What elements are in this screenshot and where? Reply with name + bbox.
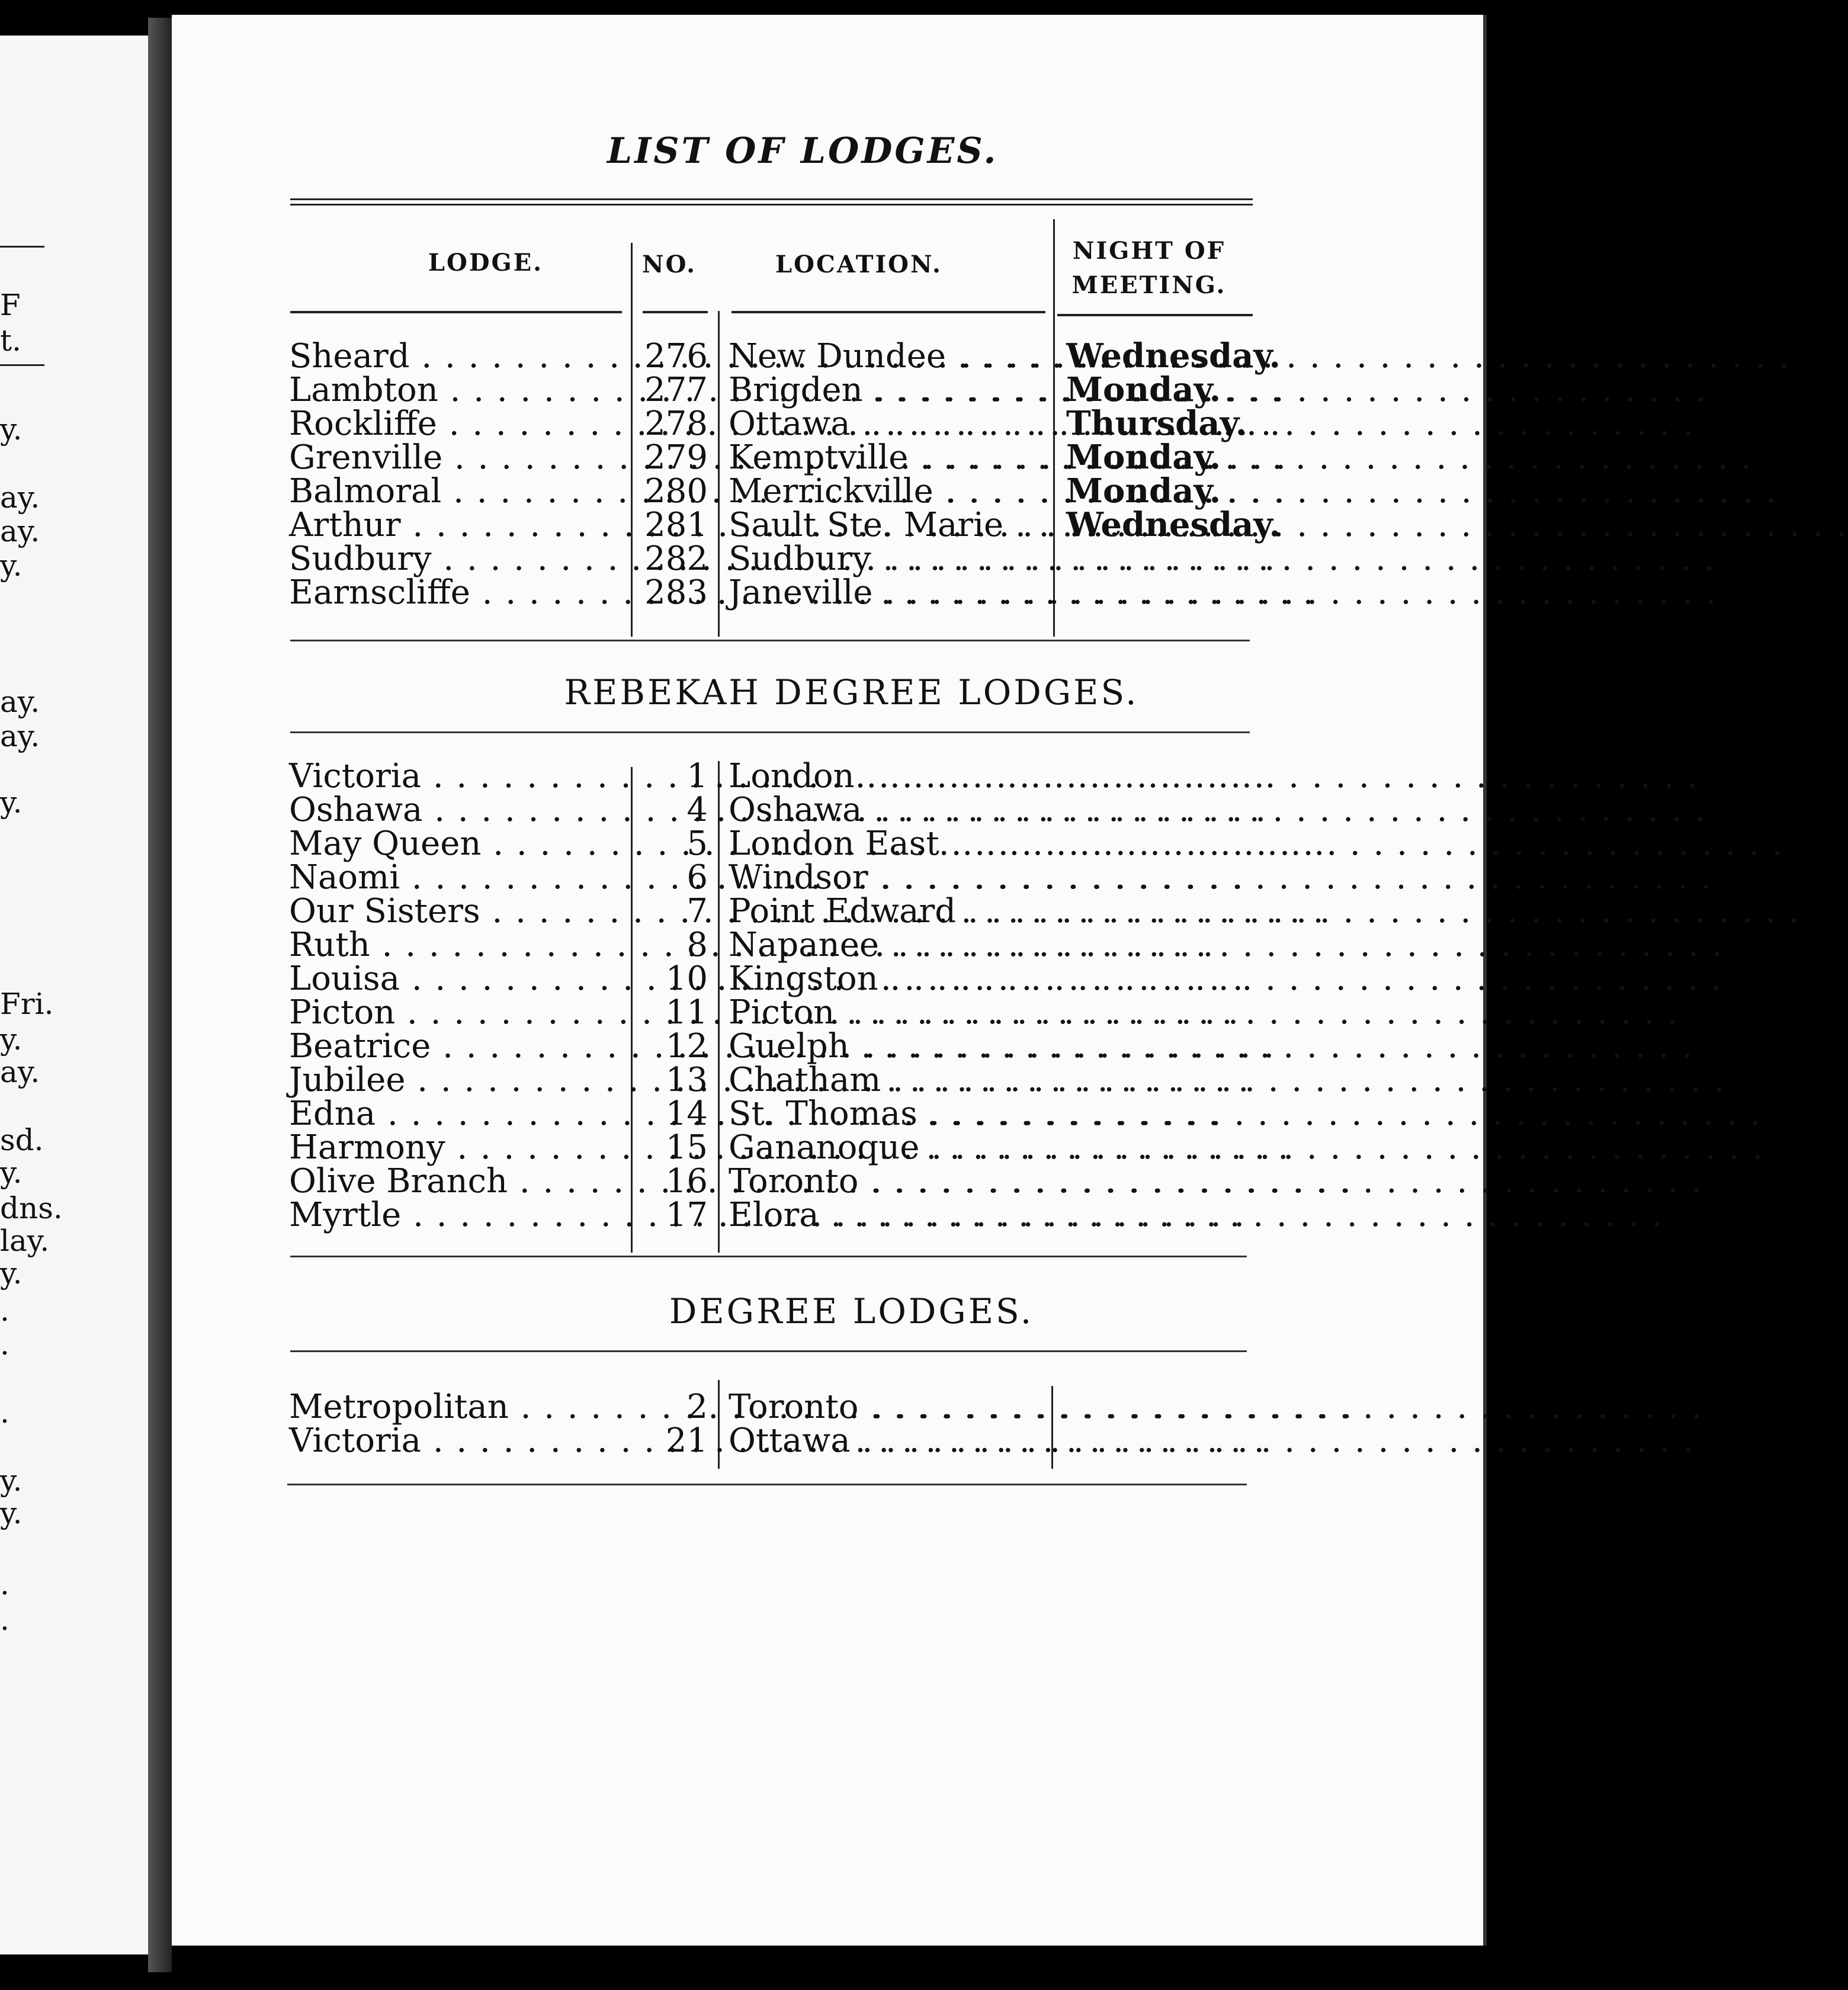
- header-top-rule: [290, 198, 1253, 206]
- facing-page-text: y.: [0, 785, 23, 820]
- lodge-location: Ottawa . . .: [729, 407, 1045, 441]
- facing-page-text: sd.: [0, 1123, 44, 1157]
- table-row: [172, 438, 1487, 477]
- lodge-location: Napanee . . .: [729, 928, 1045, 962]
- table-row: [172, 858, 1487, 897]
- facing-page-text: y.: [0, 1022, 23, 1057]
- facing-page-text: ay.: [0, 719, 40, 753]
- lodge-name: Edna . . .: [289, 1097, 624, 1131]
- lodge-location: New Dundee . . .: [729, 339, 1045, 373]
- section-rule: [290, 1350, 1247, 1352]
- facing-page-text: ay.: [0, 480, 40, 515]
- table-row: [172, 894, 1487, 928]
- table-row: [172, 336, 1487, 375]
- lodge-location: Picton . . .: [729, 996, 1045, 1029]
- table-row: [172, 370, 1487, 409]
- lodge-name: Beatrice . . .: [289, 1029, 624, 1063]
- table-row: [172, 1029, 1487, 1063]
- facing-page-text: y.: [0, 1496, 23, 1530]
- lodge-number: 4: [686, 791, 708, 829]
- lodge-number: 277: [644, 371, 708, 409]
- facing-page-edge: [0, 36, 148, 1954]
- lodge-name: Louisa . . .: [289, 962, 624, 996]
- lodge-location: Chatham . . .: [729, 1063, 1045, 1097]
- lodge-number: 1: [686, 757, 708, 795]
- lodge-location: Point Edward . . .: [729, 894, 1045, 928]
- lodge-number: 21: [665, 1421, 708, 1460]
- lodge-name: Victoria . . .: [289, 759, 624, 793]
- lodge-number: 2: [686, 1388, 708, 1426]
- lodge-location: Merrickville . . .: [729, 474, 1045, 508]
- book-gutter: [148, 18, 172, 1972]
- facing-page-text: Fri.: [0, 987, 54, 1021]
- header-bottom-rule: [1057, 314, 1253, 316]
- lodge-location: Ottawa . . .: [729, 1424, 1045, 1458]
- lodge-number: 276: [644, 337, 708, 375]
- lodge-number: 282: [644, 540, 708, 578]
- lodge-location: Kingston . . .: [729, 962, 1045, 996]
- meeting-night: Monday.: [1066, 370, 1221, 409]
- rebekah-section-title: REBEKAH DEGREE LODGES.: [564, 672, 1139, 712]
- lodge-number: 7: [686, 892, 708, 930]
- facing-page-text: .: [0, 1603, 9, 1637]
- facing-page-rule: [0, 364, 44, 366]
- lodge-name: Oshawa . . .: [289, 793, 624, 827]
- table-row: [172, 542, 1487, 576]
- table-row: [172, 824, 1487, 863]
- lodge-location: Janeville . . .: [729, 576, 1045, 609]
- lodge-number: 12: [665, 1027, 708, 1065]
- facing-page-text: t.: [0, 323, 21, 358]
- facing-page-text: .: [0, 1395, 9, 1430]
- table-row: [172, 404, 1487, 443]
- lodge-name: Naomi . . .: [289, 861, 624, 894]
- lodge-location: St. Thomas . . .: [729, 1097, 1045, 1131]
- facing-page-text: .: [0, 1294, 9, 1328]
- lodge-location: Gananoque . . .: [729, 1131, 1045, 1164]
- lodge-name: Jubilee . . .: [289, 1063, 624, 1097]
- table-row: [172, 1094, 1487, 1133]
- header-location: LOCATION.: [775, 251, 942, 278]
- table-row: [172, 1421, 1487, 1460]
- lodge-name: Myrtle . . .: [289, 1198, 624, 1232]
- lodge-number: 15: [665, 1128, 708, 1167]
- lodge-name: Sheard . . .: [289, 339, 624, 373]
- lodge-name: Harmony . . .: [289, 1131, 624, 1164]
- lodge-number: 10: [665, 959, 708, 998]
- lodge-name: May Queen . . .: [289, 827, 624, 861]
- lodge-location: London . . .: [729, 759, 1045, 793]
- facing-page-text: .: [0, 1327, 9, 1362]
- lodge-number: 16: [665, 1162, 708, 1201]
- lodge-location: Toronto . . .: [729, 1390, 1045, 1424]
- table-row: [172, 1198, 1487, 1232]
- lodge-number: 6: [686, 858, 708, 897]
- table-row: [172, 1063, 1487, 1097]
- facing-page-text: y.: [0, 1156, 23, 1190]
- table-row: [172, 959, 1487, 998]
- lodge-location: Elora . . .: [729, 1198, 1045, 1232]
- lodge-location: Kemptville . . .: [729, 441, 1045, 474]
- header-bottom-rule: [643, 311, 708, 313]
- lodge-location: Sudbury . . .: [729, 542, 1045, 576]
- lodge-number: 278: [644, 405, 708, 443]
- lodge-name: Arthur . . .: [289, 508, 624, 542]
- lodge-name: Rockliffe . . .: [289, 407, 624, 441]
- meeting-night: Thursday.: [1066, 404, 1247, 443]
- section-rule: [290, 640, 1250, 641]
- table-row: [172, 928, 1487, 962]
- header-no: NO.: [642, 251, 697, 278]
- facing-page-text: ay.: [0, 1055, 40, 1089]
- table-row: [172, 573, 1487, 612]
- meeting-night: Wednesday.: [1066, 336, 1281, 375]
- lodge-name: Ruth . . .: [289, 928, 624, 962]
- lodge-number: 5: [686, 824, 708, 863]
- header-bottom-rule: [732, 311, 1045, 313]
- lodge-name: Balmoral . . .: [289, 474, 624, 508]
- header-night: NIGHT OF MEETING.: [1071, 237, 1227, 299]
- lodge-name: Earnscliffe . . .: [289, 576, 624, 609]
- table-row: [172, 1390, 1487, 1424]
- facing-page-text: y.: [0, 1463, 23, 1498]
- lodge-number: 279: [644, 438, 708, 477]
- book-page: [172, 15, 1487, 1946]
- lodge-location: Brigden . . .: [729, 373, 1045, 407]
- lodge-location: Sault Ste. Marie . . .: [729, 508, 1045, 542]
- lodge-location: Windsor . . .: [729, 861, 1045, 894]
- facing-page-text: y.: [0, 548, 23, 583]
- facing-page-text: y.: [0, 1256, 23, 1291]
- lodge-name: Picton . . .: [289, 996, 624, 1029]
- degree-section-title: DEGREE LODGES.: [669, 1291, 1034, 1331]
- facing-page-text: ay.: [0, 685, 40, 719]
- table-row: [172, 993, 1487, 1032]
- meeting-night: Monday.: [1066, 438, 1221, 477]
- lodge-number: 280: [644, 472, 708, 511]
- page-title: LIST OF LODGES.: [607, 130, 999, 172]
- table-row: [172, 1162, 1487, 1201]
- facing-page-text: F: [0, 288, 21, 322]
- table-row: [172, 505, 1487, 544]
- header-bottom-rule: [290, 311, 622, 313]
- lodge-location: Guelph . . .: [729, 1029, 1045, 1063]
- lodge-location: Toronto . . .: [729, 1164, 1045, 1198]
- meeting-night: Monday.: [1066, 471, 1221, 511]
- header-lodge: LODGE.: [428, 249, 544, 277]
- lodge-number: 13: [665, 1061, 708, 1099]
- lodge-name: Victoria . . .: [289, 1424, 624, 1458]
- lodge-number: 283: [644, 573, 708, 612]
- facing-page-text: y.: [0, 412, 23, 447]
- lodge-name: Our Sisters . . .: [289, 894, 624, 928]
- lodge-name: Sudbury . . .: [289, 542, 624, 576]
- facing-page-rule: [0, 246, 44, 248]
- lodge-number: 8: [686, 926, 708, 964]
- section-rule: [287, 1484, 1247, 1485]
- facing-page-text: ay.: [0, 514, 40, 548]
- lodge-name: Olive Branch . . .: [289, 1164, 624, 1198]
- lodge-number: 17: [665, 1196, 708, 1234]
- lodge-number: 11: [665, 993, 708, 1032]
- lodge-name: Metropolitan . . .: [289, 1390, 624, 1424]
- table-row: [172, 793, 1487, 827]
- table-row: [172, 759, 1487, 793]
- lodge-name: Lambton . . .: [289, 373, 624, 407]
- lodge-name: Grenville . . .: [289, 441, 624, 474]
- facing-page-text: lay.: [0, 1224, 50, 1258]
- section-rule: [290, 1256, 1247, 1257]
- lodge-location: London East . . .: [729, 827, 1045, 861]
- lodge-number: 281: [644, 506, 708, 544]
- meeting-night: Wednesday.: [1066, 505, 1281, 544]
- section-rule: [290, 731, 1250, 733]
- table-row: [172, 471, 1487, 511]
- lodge-number: 14: [665, 1094, 708, 1133]
- facing-page-text: .: [0, 1567, 9, 1601]
- lodge-location: Oshawa . . .: [729, 793, 1045, 827]
- facing-page-text: dns.: [0, 1191, 63, 1225]
- table-row: [172, 1128, 1487, 1167]
